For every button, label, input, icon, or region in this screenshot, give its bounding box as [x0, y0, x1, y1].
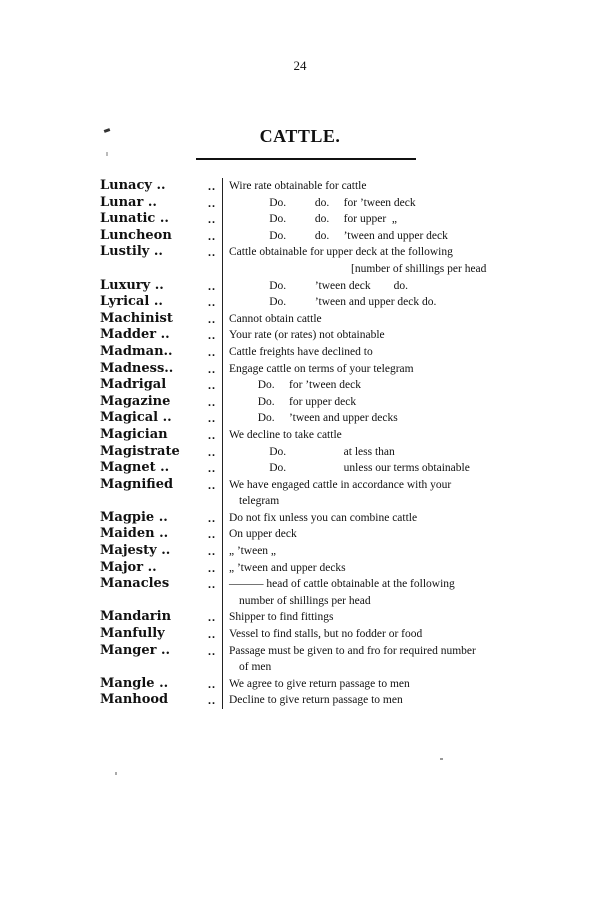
- meaning-text: Cannot obtain cattle: [229, 312, 322, 325]
- code-word: Majesty ..: [100, 543, 171, 559]
- code-word: Machinist: [100, 310, 173, 326]
- code-entry-row: [100, 460, 520, 477]
- code-entry-row: [100, 377, 520, 394]
- code-entry-row: [100, 560, 520, 577]
- meaning-text: Your rate (or rates) not obtainable: [229, 329, 385, 342]
- leader-dots: ..: [208, 444, 216, 459]
- code-entry-row: [100, 576, 520, 609]
- meaning-text: Shipper to find fittings: [229, 611, 334, 624]
- code-word: Manger ..: [100, 642, 171, 658]
- meaning-continuation: [number of shillings per head: [351, 262, 487, 275]
- code-meaning: [222, 294, 520, 311]
- leader-dots: ..: [208, 212, 216, 227]
- leader-dots: ..: [208, 676, 216, 691]
- meaning-text: Do. ’tween and upper deck do.: [229, 296, 437, 309]
- code-word: Manfully: [100, 626, 165, 642]
- code-entry-row: [100, 228, 520, 245]
- leader-dots: ..: [208, 394, 216, 409]
- code-entry-row: [100, 294, 520, 311]
- code-table: [100, 178, 520, 709]
- code-word: Magnified: [100, 476, 174, 492]
- meaning-text: Do. ’tween deck do.: [229, 279, 408, 292]
- meaning-text: Do. unless our terms obtainable: [229, 462, 470, 475]
- leader-dots: ..: [208, 195, 216, 210]
- leader-dots: ..: [208, 577, 216, 592]
- leader-dots: ..: [208, 544, 216, 559]
- leader-dots: ..: [208, 411, 216, 426]
- section-heading: CATTLE.: [259, 126, 341, 146]
- meaning-text: Passage must be given to and fro for required number: [229, 644, 476, 657]
- leader-dots: ..: [208, 278, 216, 293]
- code-meaning: [222, 244, 520, 277]
- meaning-text: We agree to give return passage to men: [229, 677, 410, 690]
- leader-dots: ..: [208, 295, 216, 310]
- code-entry-row: [100, 327, 520, 344]
- leader-dots: ..: [208, 228, 216, 243]
- code-word: Magnet ..: [100, 460, 170, 476]
- code-entry-row: [100, 195, 520, 212]
- code-word: Magician: [100, 426, 168, 442]
- meaning-text: Decline to give return passage to men: [229, 694, 403, 707]
- code-entry-row: [100, 526, 520, 543]
- leader-dots: ..: [208, 427, 216, 442]
- meaning-text: Do. do. for ’tween deck: [229, 196, 416, 209]
- meaning-continuation: telegram: [239, 495, 280, 508]
- code-word: Manacles: [100, 576, 170, 592]
- code-meaning: [222, 510, 520, 527]
- code-word: Lustily ..: [100, 244, 163, 260]
- meaning-text: Do. ’tween and upper decks: [229, 412, 398, 425]
- code-entry-row: [100, 211, 520, 228]
- stray-mark: [440, 758, 443, 760]
- code-entry-row: [100, 543, 520, 560]
- code-word: Maiden ..: [100, 526, 169, 542]
- code-meaning: [222, 311, 520, 328]
- leader-dots: ..: [208, 328, 216, 343]
- code-entry-row: [100, 692, 520, 709]
- code-meaning: [222, 444, 520, 461]
- code-meaning: [222, 676, 520, 693]
- leader-dots: ..: [208, 361, 216, 376]
- code-meaning: [222, 626, 520, 643]
- code-word: Lyrical ..: [100, 294, 163, 310]
- meaning-text: ——— head of cattle obtainable at the following: [229, 578, 455, 591]
- code-entry-row: [100, 510, 520, 527]
- meaning-text: Do. at less than: [229, 445, 395, 458]
- meaning-text: Do. for ’tween deck: [229, 379, 362, 392]
- code-word: Madness..: [100, 360, 174, 376]
- code-meaning: [222, 643, 520, 676]
- code-word: Madder ..: [100, 327, 170, 343]
- code-meaning: [222, 560, 520, 577]
- code-meaning: [222, 377, 520, 394]
- code-word: Luxury ..: [100, 277, 164, 293]
- leader-dots: ..: [208, 560, 216, 575]
- code-meaning: [222, 460, 520, 477]
- code-meaning: [222, 228, 520, 245]
- page-number: 24: [293, 58, 307, 73]
- meaning-text: Do. for upper deck: [229, 395, 357, 408]
- code-meaning: [222, 477, 520, 510]
- leader-dots: ..: [208, 378, 216, 393]
- leader-dots: ..: [208, 510, 216, 525]
- code-entry-row: [100, 609, 520, 626]
- code-entry-row: [100, 643, 520, 676]
- leader-dots: ..: [208, 527, 216, 542]
- leader-dots: ..: [208, 627, 216, 642]
- code-meaning: [222, 394, 520, 411]
- leader-dots: ..: [208, 610, 216, 625]
- meaning-text: We decline to take cattle: [229, 428, 342, 441]
- code-entry-row: [100, 178, 520, 195]
- leader-dots: ..: [208, 643, 216, 658]
- code-word: Mandarin: [100, 609, 172, 625]
- meaning-text: On upper deck: [229, 528, 297, 541]
- meaning-text: „ ’tween „: [229, 545, 277, 558]
- code-meaning: [222, 609, 520, 626]
- code-meaning: [222, 576, 520, 609]
- code-meaning: [222, 427, 520, 444]
- code-word: Madman..: [100, 343, 173, 359]
- code-entry-row: [100, 361, 520, 378]
- code-entry-row: [100, 244, 520, 277]
- leader-dots: ..: [208, 245, 216, 260]
- code-entry-row: [100, 427, 520, 444]
- code-meaning: [222, 410, 520, 427]
- meaning-text: We have engaged cattle in accordance with your: [229, 478, 452, 491]
- code-meaning: [222, 278, 520, 295]
- code-meaning: [222, 178, 520, 195]
- code-meaning: [222, 361, 520, 378]
- meaning-text: Do not fix unless you can combine cattle: [229, 511, 418, 524]
- meaning-text: Wire rate obtainable for cattle: [229, 180, 367, 192]
- code-entry-row: [100, 410, 520, 427]
- heading-rule: [196, 158, 416, 160]
- code-word: Major ..: [100, 559, 157, 575]
- code-word: Manhood: [100, 692, 169, 708]
- code-word: Magpie ..: [100, 509, 168, 525]
- meaning-text: Vessel to find stalls, but no fodder or food: [229, 628, 423, 641]
- code-word: Magistrate: [100, 443, 180, 459]
- code-word: Lunar ..: [100, 194, 157, 210]
- code-entry-row: [100, 311, 520, 328]
- code-entry-row: [100, 676, 520, 693]
- code-meaning: [222, 543, 520, 560]
- code-entry-row: [100, 344, 520, 361]
- meaning-text: Engage cattle on terms of your telegram: [229, 362, 414, 375]
- leader-dots: ..: [208, 461, 216, 476]
- code-entry-row: [100, 477, 520, 510]
- leader-dots: ..: [208, 344, 216, 359]
- meaning-text: Do. do. ’tween and upper deck: [229, 229, 448, 242]
- code-meaning: [222, 327, 520, 344]
- code-meaning: [222, 526, 520, 543]
- code-meaning: [222, 211, 520, 228]
- code-entry-row: [100, 626, 520, 643]
- code-word: Madrigal: [100, 377, 167, 393]
- meaning-text: „ ’tween and upper decks: [229, 561, 346, 574]
- code-meaning: [222, 195, 520, 212]
- stray-mark: [115, 772, 117, 775]
- meaning-continuation: number of shillings per head: [239, 594, 371, 607]
- code-entry-row: [100, 394, 520, 411]
- code-word: Magazine: [100, 393, 171, 409]
- code-word: Lunacy ..: [100, 178, 166, 193]
- meaning-text: Do. do. for upper „: [229, 213, 398, 226]
- code-word: Mangle ..: [100, 675, 169, 691]
- leader-dots: ..: [208, 477, 216, 492]
- meaning-text: Cattle obtainable for upper deck at the following: [229, 246, 453, 259]
- meaning-text: Cattle freights have declined to: [229, 345, 373, 358]
- leader-dots: ..: [208, 179, 216, 193]
- code-word: Magical ..: [100, 410, 172, 426]
- leader-dots: ..: [208, 311, 216, 326]
- meaning-continuation: of men: [239, 661, 272, 674]
- stray-mark: [106, 152, 108, 156]
- code-meaning: [222, 344, 520, 361]
- leader-dots: ..: [208, 693, 216, 708]
- code-entry-row: [100, 278, 520, 295]
- code-entry-row: [100, 444, 520, 461]
- code-meaning: [222, 692, 520, 709]
- code-word: Luncheon: [100, 227, 172, 243]
- code-word: Lunatic ..: [100, 211, 169, 227]
